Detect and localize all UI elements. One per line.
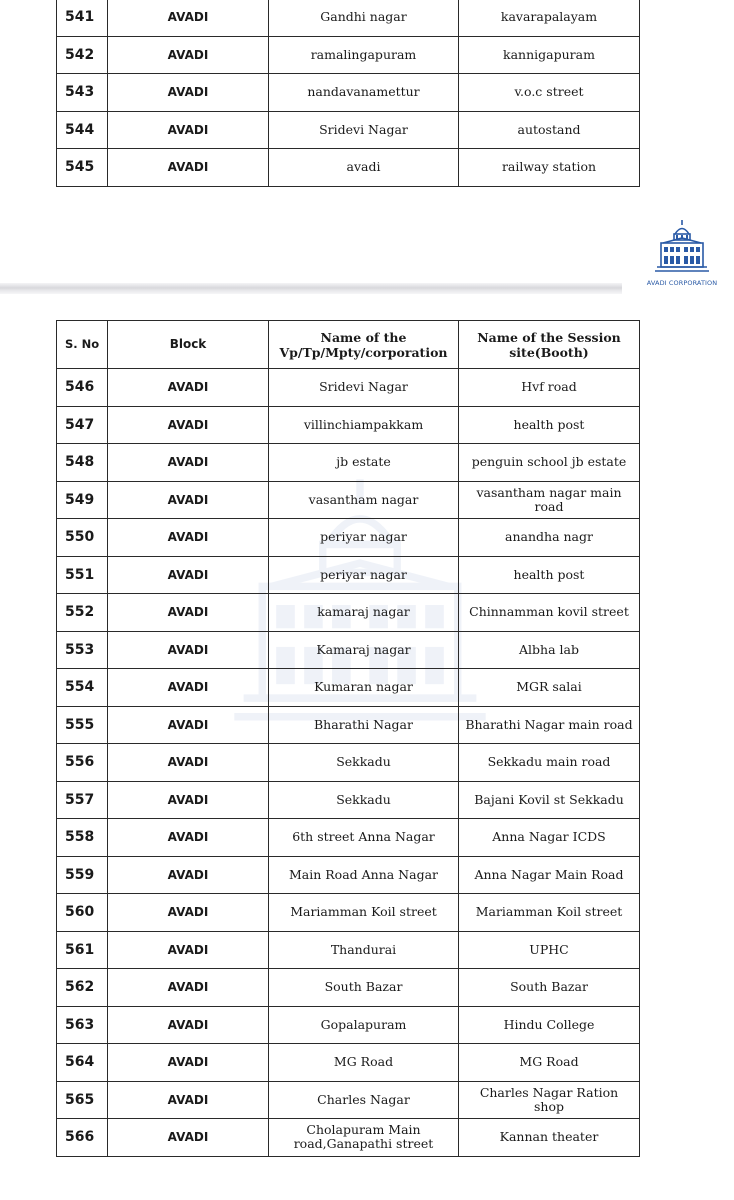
- cell-vp: Charles Nagar: [269, 1081, 459, 1119]
- cell-block: AVADI: [108, 1044, 269, 1082]
- cell-sno: 563: [57, 1006, 108, 1044]
- header-site: Name of the Session site(Booth): [459, 321, 640, 369]
- cell-site: Albha lab: [459, 631, 640, 669]
- cell-sno: 543: [57, 74, 108, 112]
- cell-block: AVADI: [108, 894, 269, 932]
- cell-site: Anna Nagar Main Road: [459, 856, 640, 894]
- table-row: [57, 369, 640, 407]
- table-row: [57, 444, 640, 482]
- cell-vp: ramalingapuram: [269, 36, 459, 74]
- cell-vp: kamaraj nagar: [269, 594, 459, 632]
- avadi-corporation-logo: [646, 218, 718, 287]
- cell-site: Anna Nagar ICDS: [459, 819, 640, 857]
- table-row: [57, 519, 640, 557]
- cell-sno: 551: [57, 556, 108, 594]
- cell-block: AVADI: [108, 1006, 269, 1044]
- table-row: [57, 406, 640, 444]
- cell-sno: 552: [57, 594, 108, 632]
- table-row: [57, 1081, 640, 1119]
- cell-block: AVADI: [108, 149, 269, 187]
- table-row: [57, 149, 640, 187]
- cell-site: Kannan theater: [459, 1119, 640, 1157]
- cell-block: AVADI: [108, 706, 269, 744]
- table-row: [57, 781, 640, 819]
- cell-block: AVADI: [108, 519, 269, 557]
- cell-site: Hindu College: [459, 1006, 640, 1044]
- cell-vp: Sridevi Nagar: [269, 111, 459, 149]
- cell-vp: Cholapuram Main road,Ganapathi street: [269, 1119, 459, 1157]
- header-block: Block: [108, 321, 269, 369]
- cell-block: AVADI: [108, 1081, 269, 1119]
- cell-site: Sekkadu main road: [459, 744, 640, 782]
- cell-sno: 544: [57, 111, 108, 149]
- table-row: [57, 856, 640, 894]
- cell-vp: 6th street Anna Nagar: [269, 819, 459, 857]
- cell-vp: nandavanamettur: [269, 74, 459, 112]
- cell-block: AVADI: [108, 444, 269, 482]
- cell-sno: 547: [57, 406, 108, 444]
- cell-vp: Gopalapuram: [269, 1006, 459, 1044]
- table-row: [57, 1006, 640, 1044]
- cell-site: anandha nagr: [459, 519, 640, 557]
- cell-block: AVADI: [108, 36, 269, 74]
- cell-block: AVADI: [108, 594, 269, 632]
- cell-vp: Kamaraj nagar: [269, 631, 459, 669]
- cell-site: UPHC: [459, 931, 640, 969]
- cell-vp: Mariamman Koil street: [269, 894, 459, 932]
- table-row: [57, 1044, 640, 1082]
- table-row: [57, 631, 640, 669]
- cell-block: AVADI: [108, 111, 269, 149]
- cell-site: Bharathi Nagar main road: [459, 706, 640, 744]
- cell-sno: 557: [57, 781, 108, 819]
- cell-site: Mariamman Koil street: [459, 894, 640, 932]
- table-row: [57, 481, 640, 519]
- cell-vp: avadi: [269, 149, 459, 187]
- cell-sno: 559: [57, 856, 108, 894]
- cell-sno: 548: [57, 444, 108, 482]
- header-vp: Name of the Vp/Tp/Mpty/corporation: [269, 321, 459, 369]
- table-row: [57, 74, 640, 112]
- logo-text: AVADI CORPORATION: [646, 279, 718, 287]
- cell-site: MGR salai: [459, 669, 640, 707]
- cell-block: AVADI: [108, 0, 269, 36]
- cell-vp: MG Road: [269, 1044, 459, 1082]
- cell-sno: 550: [57, 519, 108, 557]
- cell-sno: 554: [57, 669, 108, 707]
- page-divider: [0, 283, 622, 294]
- cell-vp: Sekkadu: [269, 781, 459, 819]
- cell-sno: 546: [57, 369, 108, 407]
- cell-sno: 564: [57, 1044, 108, 1082]
- table-row: [57, 931, 640, 969]
- cell-site: MG Road: [459, 1044, 640, 1082]
- cell-sno: 558: [57, 819, 108, 857]
- table-body: [57, 369, 640, 1157]
- cell-sno: 566: [57, 1119, 108, 1157]
- cell-block: AVADI: [108, 969, 269, 1007]
- table-row: [57, 819, 640, 857]
- cell-block: AVADI: [108, 74, 269, 112]
- cell-block: AVADI: [108, 631, 269, 669]
- top-table: [56, 0, 640, 187]
- cell-sno: 562: [57, 969, 108, 1007]
- table-row: [57, 0, 640, 36]
- building-icon: [653, 218, 711, 276]
- cell-block: AVADI: [108, 1119, 269, 1157]
- cell-vp: Kumaran nagar: [269, 669, 459, 707]
- cell-vp: jb estate: [269, 444, 459, 482]
- cell-block: AVADI: [108, 744, 269, 782]
- cell-vp: periyar nagar: [269, 519, 459, 557]
- table-row: [57, 894, 640, 932]
- table-row: [57, 556, 640, 594]
- cell-block: AVADI: [108, 781, 269, 819]
- cell-site: Chinnamman kovil street: [459, 594, 640, 632]
- cell-site: railway station: [459, 149, 640, 187]
- cell-vp: South Bazar: [269, 969, 459, 1007]
- cell-sno: 553: [57, 631, 108, 669]
- cell-vp: Bharathi Nagar: [269, 706, 459, 744]
- table-row: [57, 744, 640, 782]
- cell-sno: 555: [57, 706, 108, 744]
- cell-site: South Bazar: [459, 969, 640, 1007]
- cell-site: Charles Nagar Ration shop: [459, 1081, 640, 1119]
- table-row: [57, 36, 640, 74]
- cell-block: AVADI: [108, 556, 269, 594]
- cell-site: health post: [459, 556, 640, 594]
- session-sites-table: [56, 320, 640, 1157]
- cell-vp: periyar nagar: [269, 556, 459, 594]
- table-row: [57, 1119, 640, 1157]
- cell-site: kavarapalayam: [459, 0, 640, 36]
- table-row: [57, 111, 640, 149]
- cell-block: AVADI: [108, 481, 269, 519]
- cell-block: AVADI: [108, 931, 269, 969]
- cell-site: Hvf road: [459, 369, 640, 407]
- cell-site: autostand: [459, 111, 640, 149]
- cell-sno: 549: [57, 481, 108, 519]
- cell-sno: 561: [57, 931, 108, 969]
- cell-sno: 556: [57, 744, 108, 782]
- cell-site: vasantham nagar main road: [459, 481, 640, 519]
- cell-block: AVADI: [108, 406, 269, 444]
- cell-block: AVADI: [108, 369, 269, 407]
- table-header: [57, 321, 640, 369]
- table-row: [57, 669, 640, 707]
- cell-sno: 542: [57, 36, 108, 74]
- table-row: [57, 969, 640, 1007]
- cell-site: Bajani Kovil st Sekkadu: [459, 781, 640, 819]
- cell-sno: 541: [57, 0, 108, 36]
- cell-block: AVADI: [108, 819, 269, 857]
- cell-vp: Thandurai: [269, 931, 459, 969]
- table-row: [57, 706, 640, 744]
- cell-site: health post: [459, 406, 640, 444]
- cell-vp: Sekkadu: [269, 744, 459, 782]
- cell-site: v.o.c street: [459, 74, 640, 112]
- cell-sno: 565: [57, 1081, 108, 1119]
- cell-block: AVADI: [108, 856, 269, 894]
- cell-vp: Main Road Anna Nagar: [269, 856, 459, 894]
- cell-block: AVADI: [108, 669, 269, 707]
- table-row: [57, 594, 640, 632]
- top-table-body: [57, 0, 640, 186]
- cell-sno: 560: [57, 894, 108, 932]
- cell-vp: villinchiampakkam: [269, 406, 459, 444]
- cell-site: penguin school jb estate: [459, 444, 640, 482]
- header-sno: S. No: [57, 321, 108, 369]
- cell-vp: vasantham nagar: [269, 481, 459, 519]
- cell-vp: Gandhi nagar: [269, 0, 459, 36]
- cell-sno: 545: [57, 149, 108, 187]
- cell-site: kannigapuram: [459, 36, 640, 74]
- header-row: [57, 321, 640, 369]
- cell-vp: Sridevi Nagar: [269, 369, 459, 407]
